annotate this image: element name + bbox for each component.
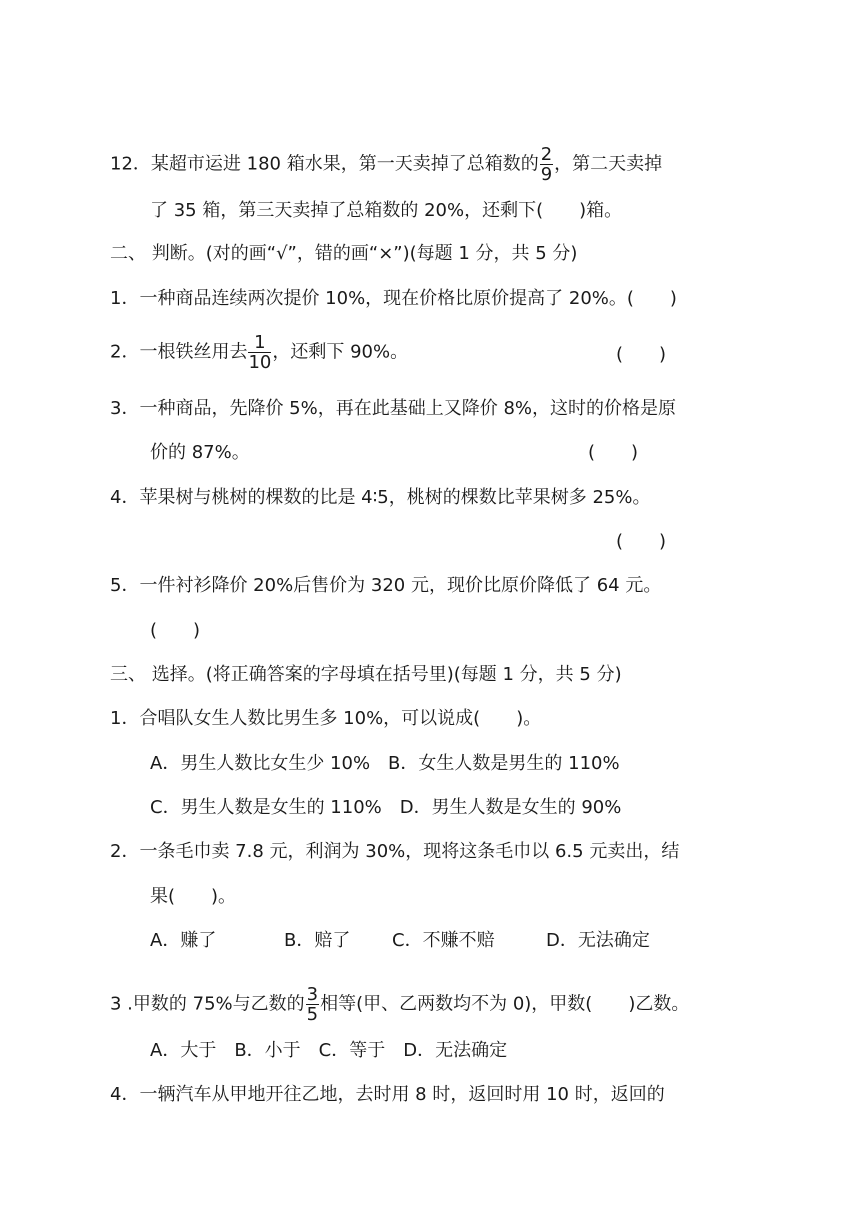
judge-item-2-frac-num: 1	[248, 333, 271, 353]
q12-line1	[110, 145, 662, 184]
choice-q3-text-a: 3 .甲数的 75%与乙数的	[110, 993, 305, 1015]
q12-frac-den: 9	[540, 164, 553, 185]
choice-q1-options-line2: C．男生人数是女生的 110% D．男生人数是女生的 90%	[150, 797, 622, 818]
judge-item-2-frac-den: 10	[248, 352, 272, 373]
judge-item-2-fraction	[248, 333, 271, 372]
q12-text-b: ，第二天卖掉	[554, 153, 663, 175]
judge-item-2	[110, 333, 408, 372]
choice-q2-option-b: B．赔了	[284, 930, 351, 951]
judge-item-1: 1．一种商品连续两次提价 10%，现在价格比原价提高了 20%。( )	[110, 288, 677, 309]
q12-fraction	[540, 145, 553, 184]
q12-text-a: 12．某超市运进 180 箱水果，第一天卖掉了总箱数的	[110, 153, 539, 175]
choice-q3-frac-den: 5	[306, 1004, 319, 1025]
choice-q3-text-b: 相等(甲、乙两数均不为 0)，甲数( )乙数。	[320, 993, 690, 1015]
judge-item-4-line1: 4．苹果树与桃树的棵数的比是 4∶5，桃树的棵数比苹果树多 25%。	[110, 487, 651, 508]
judge-item-4-answer-paren[interactable]: ( )	[616, 531, 667, 552]
choice-q2-option-a: A．赚了	[150, 930, 217, 951]
judge-item-3-line1: 3．一种商品，先降价 5%，再在此基础上又降价 8%，这时的价格是原	[110, 398, 677, 419]
choice-q2-option-c: C．不赚不赔	[392, 930, 495, 951]
choice-q1-options-line1: A．男生人数比女生少 10% B．女生人数是男生的 110%	[150, 753, 620, 774]
choice-q2-stem-line1: 2．一条毛巾卖 7.8 元，利润为 30%，现将这条毛巾以 6.5 元卖出，结	[110, 841, 680, 862]
judge-item-2-answer-paren[interactable]: ( )	[616, 344, 667, 365]
choice-q1-stem: 1．合唱队女生人数比男生多 10%，可以说成( )。	[110, 708, 542, 729]
choice-q2-stem-line2: 果( )。	[150, 886, 237, 907]
choice-q4-stem-line1: 4．一辆汽车从甲地开往乙地，去时用 8 时，返回时用 10 时，返回的	[110, 1084, 665, 1105]
judge-item-2-text-b: ，还剩下 90%。	[272, 341, 409, 363]
judge-item-5-line1: 5．一件衬衫降价 20%后售价为 320 元，现价比原价降低了 64 元。	[110, 575, 662, 596]
q12-frac-num: 2	[540, 144, 553, 165]
judge-item-3-line2: 价的 87%。	[150, 442, 250, 463]
choice-q2-option-d: D．无法确定	[546, 930, 650, 951]
judge-item-5-answer-paren[interactable]: ( )	[150, 620, 201, 641]
judge-item-3-answer-paren[interactable]: ( )	[588, 442, 639, 463]
q12-line2: 了 35 箱，第三天卖掉了总箱数的 20%，还剩下( )箱。	[150, 200, 623, 221]
section2-heading: 二、 判断。(对的画“√”，错的画“×”)(每题 1 分，共 5 分)	[110, 243, 578, 264]
choice-q3-fraction	[306, 985, 319, 1024]
choice-q3-options: A．大于 B．小于 C．等于 D．无法确定	[150, 1040, 508, 1061]
judge-item-2-text-a: 2．一根铁丝用去	[110, 341, 248, 363]
choice-q3-stem	[110, 985, 689, 1024]
choice-q3-frac-num: 3	[306, 984, 319, 1005]
section3-heading: 三、 选择。(将正确答案的字母填在括号里)(每题 1 分，共 5 分)	[110, 664, 622, 685]
